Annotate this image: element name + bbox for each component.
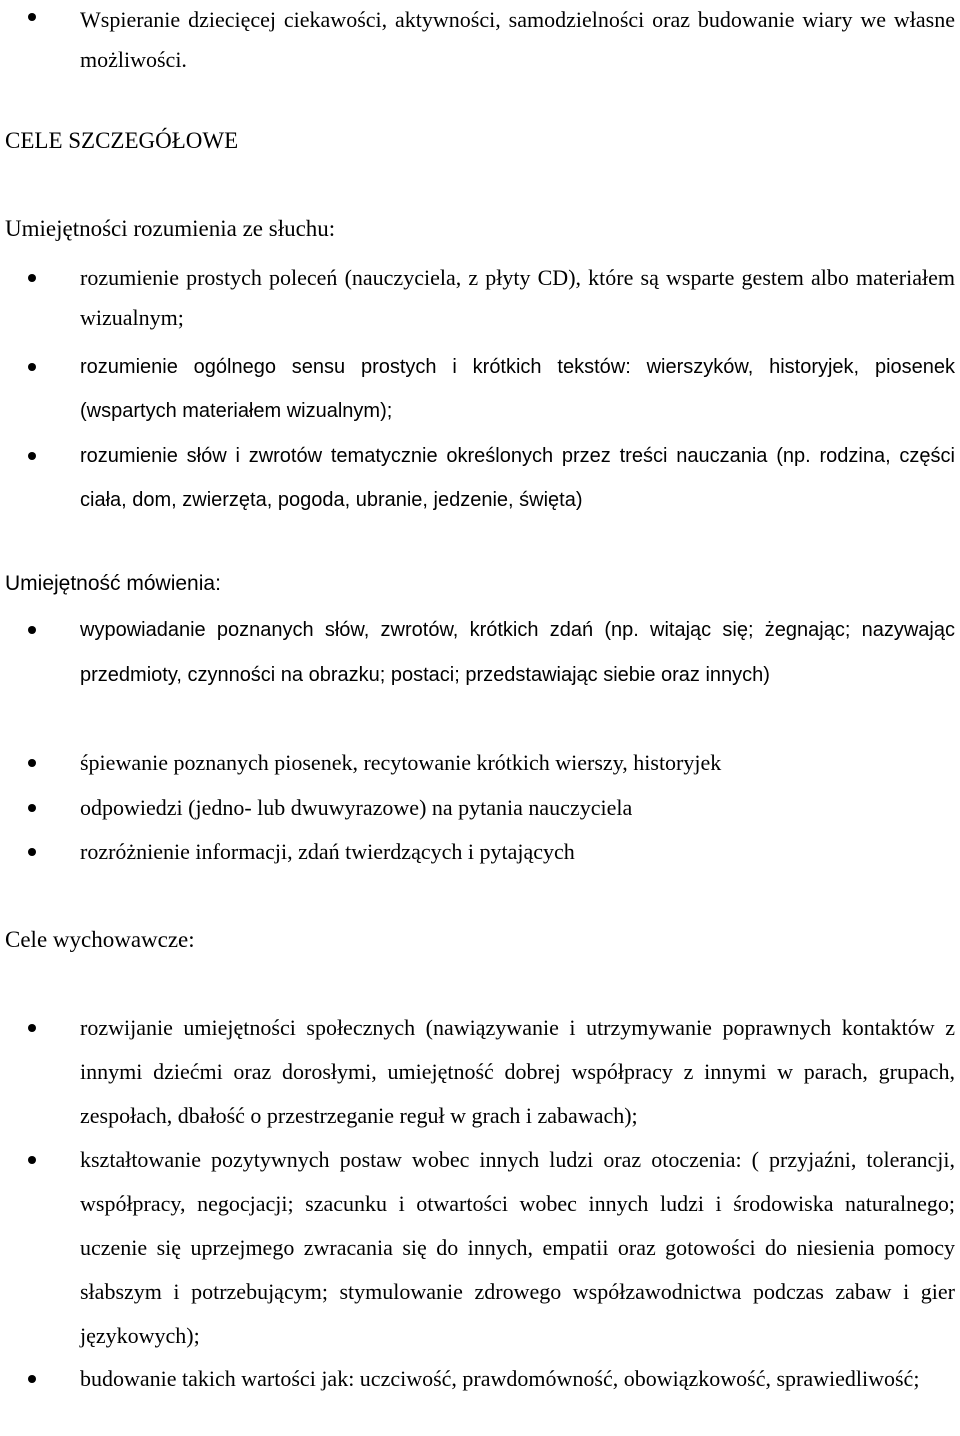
bullet-icon: [28, 1024, 36, 1032]
section-heading-cele-szczegolowe: CELE SZCZEGÓŁOWE: [5, 128, 239, 153]
bullet-icon: [28, 1375, 36, 1383]
list-item-text: budowanie takich wartości jak: uczciwość, prawdomówność, obowiązkowość, sprawiedliwość;: [80, 1366, 920, 1391]
bullet-icon: [28, 13, 36, 21]
bullet-icon: [28, 274, 36, 282]
list-item-text: odpowiedzi (jedno- lub dwuwyrazowe) na pytania nauczyciela: [80, 795, 633, 820]
bullet-icon: [28, 626, 36, 634]
list-item-text: rozróżnienie informacji, zdań twierdzących i pytających: [80, 839, 575, 864]
list-item-text: śpiewanie poznanych piosenek, recytowanie krótkich wierszy, historyjek: [80, 750, 722, 775]
section-heading-wychowawcze: Cele wychowawcze:: [5, 927, 195, 952]
bullet-icon: [28, 759, 36, 767]
section-heading-rozumienie: Umiejętności rozumienia ze słuchu:: [5, 216, 336, 241]
list-item-text: rozumienie ogólnego sensu prostych i krótkich tekstów: wierszyków, historyjek, piosenek (wspartych materiałem wizualnym);: [80, 356, 955, 422]
bullet-icon: [28, 1156, 36, 1164]
list-item-text: Wspieranie dziecięcej ciekawości, aktywności, samodzielności oraz budowanie wiary we własne możliwości.: [80, 7, 955, 72]
bullet-icon: [28, 452, 36, 460]
list-item-text: rozumienie słów i zwrotów tematycznie określonych przez treści nauczania (np. rodzina, części ciała, dom, zwierzęta, pogoda, ubranie, jedzenie, święta): [80, 445, 955, 511]
bullet-icon: [28, 804, 36, 812]
list-item-text: wypowiadanie poznanych słów, zwrotów, krótkich zdań (np. witając się; żegnając; nazywając przedmioty, czynności na obrazku; postaci; przedstawiając siebie oraz innych): [80, 619, 955, 686]
list-item-text: rozumienie prostych poleceń (nauczyciela, z płyty CD), które są wsparte gestem albo materiałem wizualnym;: [80, 265, 955, 330]
bullet-icon: [28, 848, 36, 856]
bullet-icon: [28, 363, 36, 371]
section-heading-mowienie: Umiejętność mówienia:: [5, 572, 221, 595]
list-item-text: kształtowanie pozytywnych postaw wobec innych ludzi oraz otoczenia: ( przyjaźni, tolerancji, współpracy, negocjacji; szacunku i otwartości wobec innych ludzi i środowiska naturalnego; uczenie się uprzejmego zwracania się do innych, empatii oraz gotowości do niesienia pomocy słabszym i potrzebującym; stymulowanie zdrowego współzawodnictwa podczas zabaw i gier językowych);: [80, 1147, 955, 1348]
list-item-text: rozwijanie umiejętności społecznych (nawiązywanie i utrzymywanie poprawnych kontaktów z innymi dziećmi oraz dorosłymi, umiejętność dobrej współpracy z innymi w parach, grupach, zespołach, dbałość o przestrzeganie reguł w grach i zabawach);: [80, 1015, 955, 1128]
